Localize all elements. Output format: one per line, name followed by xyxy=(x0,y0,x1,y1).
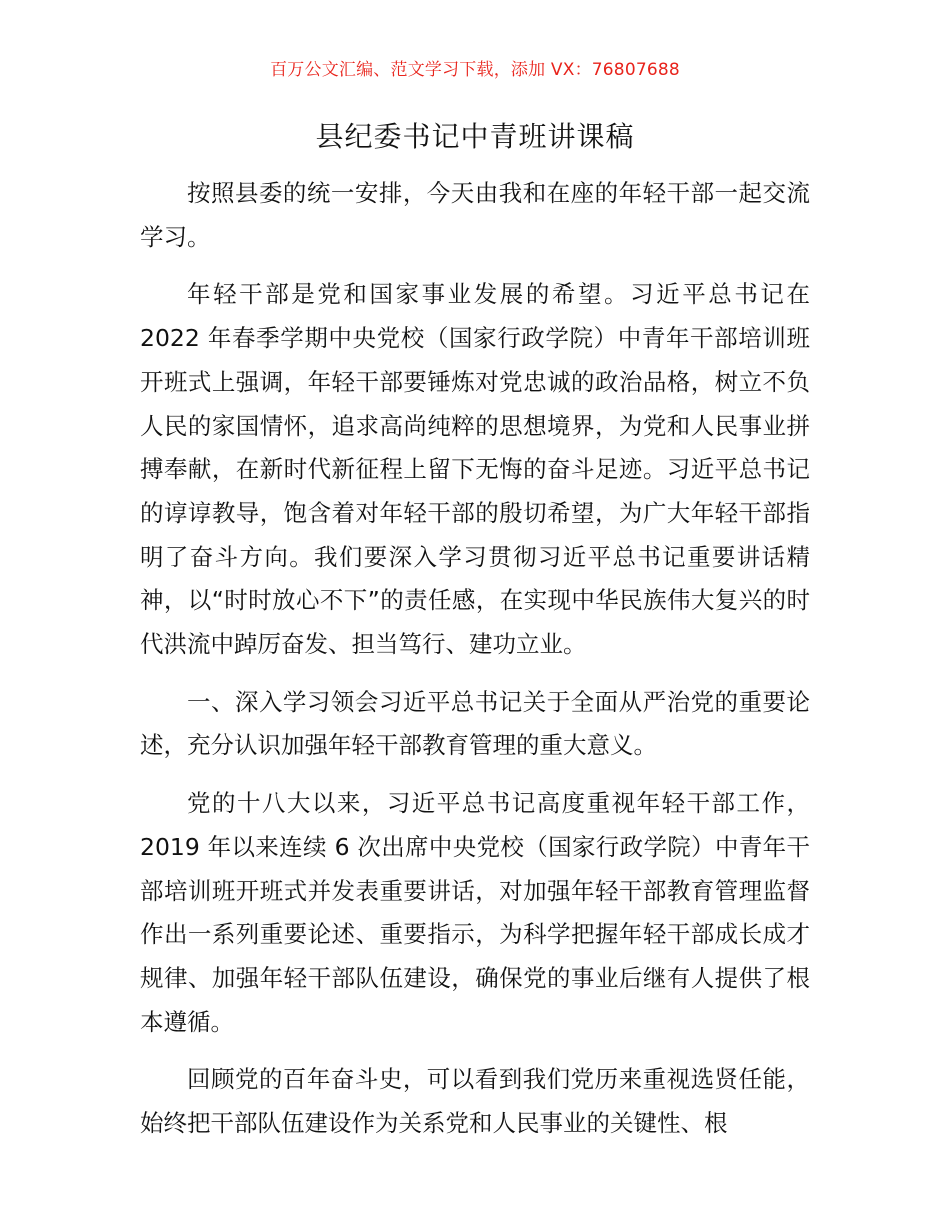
paragraph: 年轻干部是党和国家事业发展的希望。习近平总书记在 2022 年春季学期中央党校（国家行政学院）中青年干部培训班开班式上强调，年轻干部要锤炼对党忠诚的政治品格，树立不负人民的家国情怀，追求高尚纯粹的思想境界，为党和人民事业拼搏奉献，在新时代新征程上留下无悔的奋斗足迹。习近平总书记的谆谆教导，饱含着对年轻干部的殷切希望，为广大年轻干部指明了奋斗方向。我们要深入学习贯彻习近平总书记重要讲话精神，以“时时放心不下”的责任感，在实现中华民族伟大复兴的时代洪流中踔厉奋发、担当笃行、建功立业。 xyxy=(140,280,810,659)
paragraph: 党的十八大以来，习近平总书记高度重视年轻干部工作，2019 年以来连续 6 次出席中央党校（国家行政学院）中青年干部培训班开班式并发表重要讲话，对加强年轻干部教育管理监督作出一系列重要论述、重要指示，为科学把握年轻干部成长成才规律、加强年轻干部队伍建设，确保党的事业后继有人提供了根本遵循。 xyxy=(140,789,810,1036)
document-body xyxy=(140,172,810,1160)
page-title: 县纪委书记中青班讲课稿 xyxy=(315,120,635,153)
paragraph: 回顾党的百年奋斗史，可以看到我们党历来重视选贤任能，始终把干部队伍建设作为关系党和人民事业的关键性、根 xyxy=(140,1065,810,1138)
paragraph: 按照县委的统一安排，今天由我和在座的年轻干部一起交流学习。 xyxy=(140,179,810,251)
header-note: 百万公文汇编、范文学习下载，添加 VX：76807688 xyxy=(270,60,680,80)
section-heading: 一、深入学习领会习近平总书记关于全面从严治党的重要论述，充分认识加强年轻干部教育管理的重大意义。 xyxy=(140,687,810,760)
